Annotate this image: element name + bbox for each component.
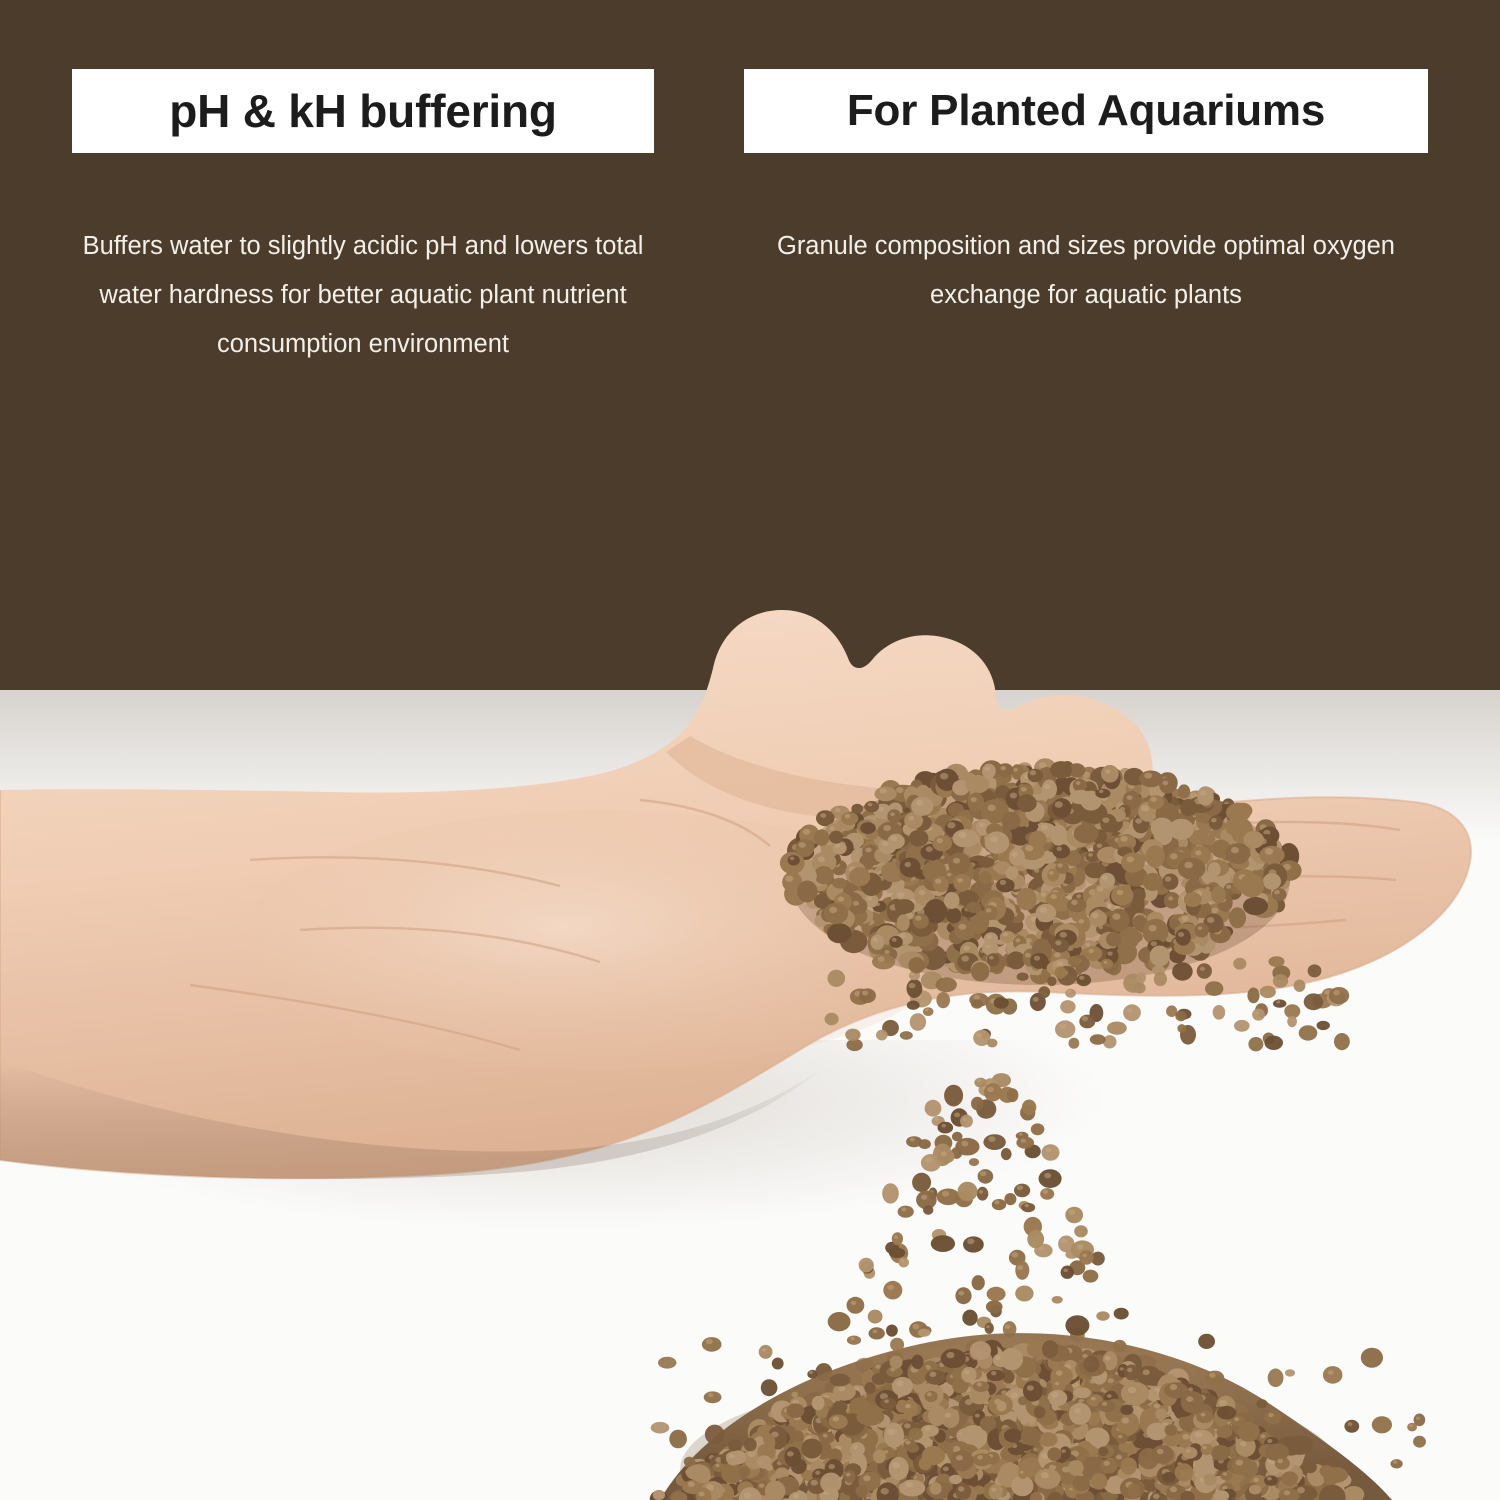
body-text-left: Buffers water to slightly acidic pH and lowers total water hardness for better aquatic plant nutrient consumption environment <box>82 232 644 358</box>
headings-area <box>0 0 1500 690</box>
body-text-right: Granule composition and sizes provide optimal oxygen exchange for aquatic plants <box>776 232 1395 309</box>
heading-text-left: pH & kH buffering <box>169 85 557 137</box>
heading-text-right: For Planted Aquariums <box>846 86 1326 135</box>
surface-shadow-upper <box>0 690 1500 870</box>
heading-box-ph-kh-buffering <box>72 69 654 153</box>
surface-shadow-lower <box>0 1040 1500 1340</box>
heading-box-for-planted-aquariums <box>744 69 1428 153</box>
